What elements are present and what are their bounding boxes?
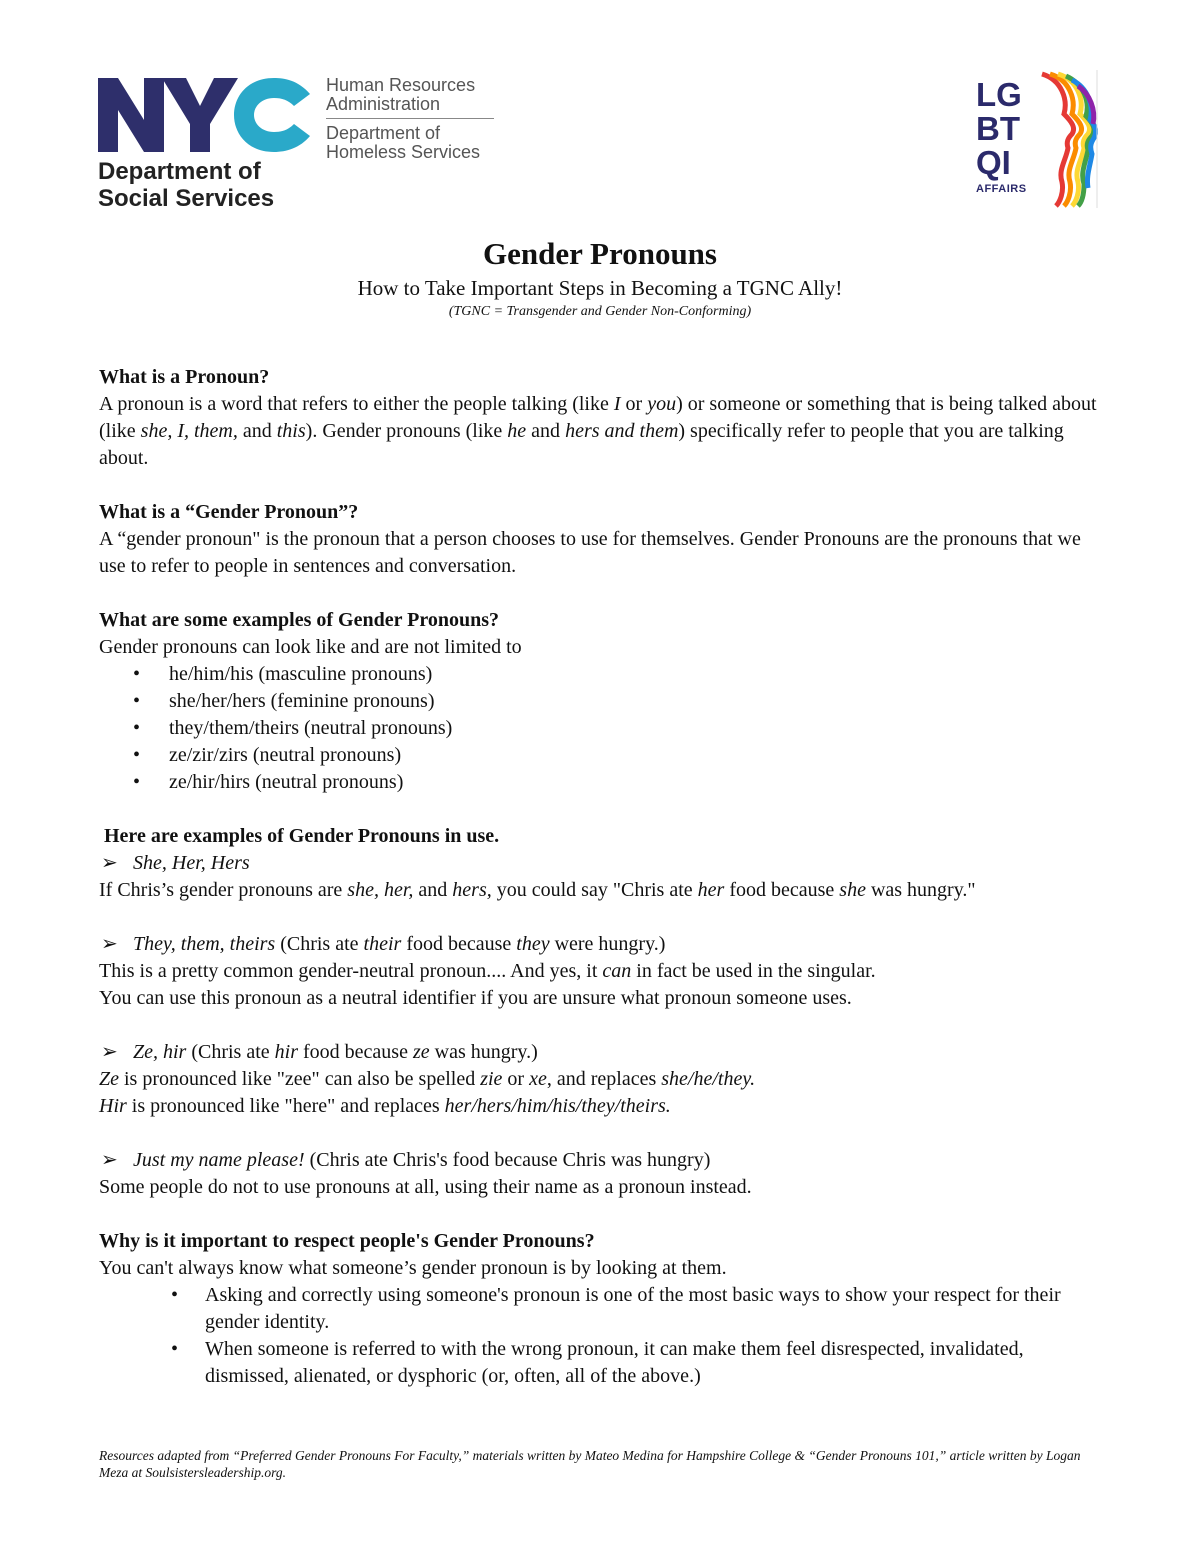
examples-intro: Gender pronouns can look like and are not limited to [99,636,522,658]
tgnc-definition: (TGNC = Transgender and Gender Non-Conforming) [448,304,752,319]
gender-pronoun-definition: A “gender pronoun" is the pronoun that a person chooses to use for themselves. Gender Pronouns are the pronouns that we use to refer to people in sentences and conversation. [99,528,1081,577]
example-name [99,1147,1109,1174]
list-item: • he/him/his (masculine pronouns) [169,661,1109,688]
list-item: • ze/zir/zirs (neutral pronouns) [169,742,1109,769]
nyc-wordmark-icon [98,78,310,152]
pronoun-definition: A pronoun is a word that refers to either the people talking (like I or you) or someone or something that is being talked about (like she, I, them, and this). Gender pronouns (like he and hers and them) specifically refer to people that you are talking about. [99,393,1097,469]
dss-name [98,158,274,212]
example-she [99,850,1109,877]
example-label: Ze, hir [133,1041,187,1063]
respect-intro: You can't always know what someone’s gender pronoun is by looking at them. [99,1257,727,1279]
pronoun-list [99,661,1109,796]
hra-line-1: Human Resources [326,75,476,95]
example-they-text-2: You can use this pronoun as a neutral identifier if you are unsure what pronoun someone uses. [99,987,852,1009]
example-ze-text: Ze is pronounced like "zee" can also be spelled zie or xe, and replaces she/he/they. [99,1068,756,1090]
agency-names [326,76,494,162]
lgbt-line-1: LG [976,76,1022,113]
dss-line-2: Social Services [98,185,275,212]
lgbtqi-letters [976,78,1022,180]
agency-divider [326,118,494,119]
section-heading: What is a Pronoun? [99,366,270,388]
example-label: She, Her, Hers [133,852,250,874]
document-body [99,364,1109,1390]
example-name-detail: (Chris ate Chris's food because Chris was hungry) [304,1149,711,1171]
example-label: Just my name please! [133,1149,305,1171]
page-title: Gender Pronouns [483,236,717,271]
example-hir-text: Hir is pronounced like "here" and replaces her/hers/him/his/they/theirs. [99,1095,671,1117]
lgbt-line-3: QI [976,144,1011,181]
hra-line-2: Administration [326,94,441,114]
example-ze: ➢ Ze, hir (Chris ate hir food because ze was hungry.) [99,1039,1109,1066]
dhs-line-2: Homeless Services [326,142,481,162]
example-name-text: Some people do not to use pronouns at all, using their name as a pronoun instead. [99,1176,752,1198]
arrow-bullet-icon: ➢ [101,1149,118,1171]
example-label: They, them, theirs [133,933,276,955]
footer-credits: Resources adapted from “Preferred Gender Pronouns For Faculty,” materials written by Mateo Medina for Hampshire College & “Gender Pronouns 101,” article written by Logan Meza at Soulsistersleadership.org. [99,1448,1081,1480]
arrow-bullet-icon: ➢ [101,1041,118,1063]
example-they: ➢ They, them, theirs (Chris ate their food because they were hungry.) [99,931,1109,958]
page-subtitle: How to Take Important Steps in Becoming a TGNC Ally! [357,276,843,300]
section-heading: Why is it important to respect people's Gender Pronouns? [99,1230,595,1252]
example-they-text: This is a pretty common gender-neutral pronoun.... And yes, it can in fact be used in the singular. [99,960,876,982]
section-heading: What is a “Gender Pronoun”? [99,501,359,523]
list-item: • they/them/theirs (neutral pronouns) [169,715,1109,742]
lgbt-line-2: BT [976,110,1020,147]
nyc-dss-logo [98,70,508,210]
arrow-bullet-icon: ➢ [101,852,118,874]
list-item: • When someone is referred to with the wrong pronoun, it can make them feel disrespected, invalidated, dismissed, alienated, or dysphoric (or, often, all of the above.) [205,1336,1109,1390]
dss-line-1: Department of [98,158,261,185]
arrow-bullet-icon: ➢ [101,933,118,955]
example-she-text: If Chris’s gender pronouns are she, her, and hers, you could say "Chris ate her food because she was hungry." [99,879,976,901]
respect-list [99,1282,1109,1390]
list-item: • ze/hir/hirs (neutral pronouns) [169,769,1109,796]
lgbt-affairs-label: AFFAIRS [976,183,1027,195]
lgbtqi-affairs-logo [972,70,1098,208]
dhs-line-1: Department of [326,123,441,143]
section-heading: Here are examples of Gender Pronouns in use. [104,825,500,847]
section-heading: What are some examples of Gender Pronouns? [99,609,499,631]
list-item: • she/her/hers (feminine pronouns) [169,688,1109,715]
list-item: • Asking and correctly using someone's pronoun is one of the most basic ways to show your respect for their gender identity. [205,1282,1109,1336]
